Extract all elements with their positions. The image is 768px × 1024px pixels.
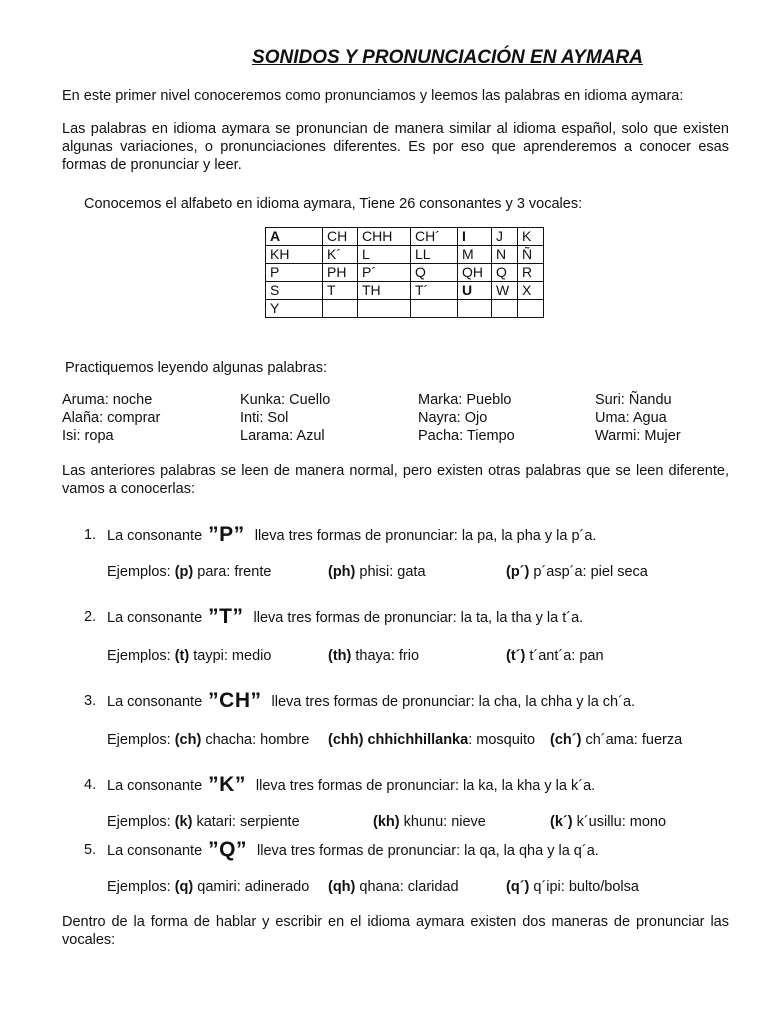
consonant-line <box>107 689 636 712</box>
examples-label: Ejemplos: <box>107 648 171 664</box>
word-row <box>62 409 729 427</box>
alphabet-cell: J <box>492 228 518 246</box>
example-group <box>328 563 426 581</box>
word-row <box>62 427 729 445</box>
word-item: Larama: Azul <box>240 428 325 444</box>
example-code: (q) <box>174 879 194 895</box>
list-number: 2. <box>84 609 97 625</box>
alphabet-cell: L <box>358 246 411 264</box>
alphabet-cell: W <box>492 282 518 300</box>
example-word: k´usillu: mono <box>576 814 667 830</box>
alphabet-cell <box>458 300 492 318</box>
example-code: (ch) <box>174 732 202 748</box>
intro-paragraph-1: En este primer nivel conoceremos como pronunciamos y leemos las palabras en idioma aymara: <box>62 88 684 104</box>
alphabet-cell: PH <box>323 264 358 282</box>
alphabet-cell: QH <box>458 264 492 282</box>
list-number: 5. <box>84 842 97 858</box>
word-item: Warmi: Mujer <box>595 428 681 444</box>
alphabet-cell <box>358 300 411 318</box>
example-word: q´ipi: bulto/bolsa <box>533 879 639 895</box>
word-item: Alaña: comprar <box>62 410 161 426</box>
examples-label: Ejemplos: <box>107 732 171 748</box>
alphabet-cell: LL <box>411 246 458 264</box>
example-word: para: frente <box>197 564 272 580</box>
consonant-letter: ”T” <box>208 605 244 628</box>
example-word: ch´ama: fuerza <box>585 732 683 748</box>
alphabet-cell: P <box>266 264 323 282</box>
example-group <box>107 731 309 749</box>
alphabet-cell: Y <box>266 300 323 318</box>
examples-label: Ejemplos: <box>107 564 171 580</box>
words-note: Las anteriores palabras se leen de manera normal, pero existen otras palabras que se leen diferente, vamos a conocerlas: <box>62 463 729 497</box>
example-code: (k) <box>174 814 193 830</box>
consonant-description: lleva tres formas de pronunciar: la ta, la tha y la t´a. <box>253 610 584 626</box>
example-group <box>328 878 459 896</box>
word-item: Uma: Agua <box>595 410 667 426</box>
example-code: (p) <box>174 564 194 580</box>
alphabet-row <box>266 282 544 300</box>
word-list <box>62 391 729 445</box>
example-code: (qh) <box>328 879 356 895</box>
word-item: Suri: Ñandu <box>595 392 672 408</box>
consonant-prefix: La consonante <box>107 778 203 794</box>
example-word: taypi: medio <box>193 648 272 664</box>
alphabet-cell <box>323 300 358 318</box>
alphabet-cell: X <box>518 282 544 300</box>
alphabet-row <box>266 228 544 246</box>
example-code: (t) <box>174 648 190 664</box>
alphabet-cell: Q <box>492 264 518 282</box>
consonant-prefix: La consonante <box>107 610 203 626</box>
example-group <box>506 647 604 665</box>
word-item: Isi: ropa <box>62 428 114 444</box>
alphabet-cell: Ñ <box>518 246 544 264</box>
example-word: phisi: gata <box>359 564 426 580</box>
example-word: katari: serpiente <box>196 814 300 830</box>
consonant-description: lleva tres formas de pronunciar: la qa, la qha y la q´a. <box>257 843 599 859</box>
alphabet-cell: T <box>323 282 358 300</box>
alphabet-cell: M <box>458 246 492 264</box>
alphabet-cell: Q <box>411 264 458 282</box>
example-word: t´ant´a: pan <box>529 648 604 664</box>
example-group <box>107 563 271 581</box>
example-word: qhana: claridad <box>359 879 459 895</box>
example-group <box>550 731 682 749</box>
examples-label: Ejemplos: <box>107 814 171 830</box>
example-code: (p´) <box>506 564 530 580</box>
example-group <box>328 647 419 665</box>
example-code: (k´) <box>550 814 573 830</box>
alphabet-cell: A <box>266 228 323 246</box>
consonant-prefix: La consonante <box>107 694 203 710</box>
word-item: Inti: Sol <box>240 410 289 426</box>
alphabet-cell: K´ <box>323 246 358 264</box>
example-code: (q´) <box>506 879 530 895</box>
alphabet-intro: Conocemos el alfabeto en idioma aymara, Tiene 26 consonantes y 3 vocales: <box>84 196 583 212</box>
alphabet-cell: KH <box>266 246 323 264</box>
word-item: Kunka: Cuello <box>240 392 331 408</box>
example-code: (t´) <box>506 648 526 664</box>
example-group <box>506 878 639 896</box>
example-group <box>107 813 300 831</box>
example-group <box>373 813 486 831</box>
example-code: (th) <box>328 648 352 664</box>
word-item: Nayra: Ojo <box>418 410 488 426</box>
consonant-prefix: La consonante <box>107 843 203 859</box>
practice-intro: Practiquemos leyendo algunas palabras: <box>65 360 327 376</box>
alphabet-table <box>265 227 544 318</box>
alphabet-cell: P´ <box>358 264 411 282</box>
alphabet-cell <box>492 300 518 318</box>
consonant-line <box>107 838 599 861</box>
example-word-bold: chhichhillanka <box>367 732 469 748</box>
example-word: qamiri: adinerado <box>197 879 310 895</box>
consonant-letter: ”Q” <box>208 838 248 861</box>
word-item: Marka: Pueblo <box>418 392 512 408</box>
example-code: (chh) <box>328 732 364 748</box>
consonant-line <box>107 773 596 796</box>
consonant-description: lleva tres formas de pronunciar: la pa, la pha y la p´a. <box>254 528 597 544</box>
example-group <box>328 731 535 749</box>
alphabet-cell <box>518 300 544 318</box>
alphabet-cell <box>411 300 458 318</box>
alphabet-row <box>266 300 544 318</box>
alphabet-cell: I <box>458 228 492 246</box>
alphabet-cell: T´ <box>411 282 458 300</box>
word-item: Pacha: Tiempo <box>418 428 515 444</box>
word-row <box>62 391 729 409</box>
consonant-description: lleva tres formas de pronunciar: la ka, la kha y la k´a. <box>255 778 596 794</box>
alphabet-cell: CH <box>323 228 358 246</box>
alphabet-cell: CHH <box>358 228 411 246</box>
consonant-description: lleva tres formas de pronunciar: la cha, la chha y la ch´a. <box>271 694 636 710</box>
alphabet-row <box>266 264 544 282</box>
alphabet-cell: U <box>458 282 492 300</box>
word-item: Aruma: noche <box>62 392 153 408</box>
alphabet-cell: TH <box>358 282 411 300</box>
example-group <box>506 563 648 581</box>
alphabet-cell: K <box>518 228 544 246</box>
consonant-line <box>107 605 584 628</box>
example-word: : mosquito <box>468 732 536 748</box>
alphabet-cell: CH´ <box>411 228 458 246</box>
example-word: thaya: frio <box>355 648 420 664</box>
example-word: p´asp´a: piel seca <box>533 564 648 580</box>
consonant-letter: ”CH” <box>208 689 262 712</box>
intro-paragraph-2: Las palabras en idioma aymara se pronuncian de manera similar al idioma español, solo que existen algunas variaciones, o pronunciaciones diferentes. Es por eso que aprenderemos a conocer esas formas de pronunciar y leer. <box>62 121 729 173</box>
example-word: khunu: nieve <box>403 814 486 830</box>
page-title: SONIDOS Y PRONUNCIACIÓN EN AYMARA <box>252 47 643 68</box>
examples-label: Ejemplos: <box>107 879 171 895</box>
list-number: 3. <box>84 693 97 709</box>
example-code: (ch´) <box>550 732 582 748</box>
consonant-prefix: La consonante <box>107 528 203 544</box>
list-number: 1. <box>84 527 97 543</box>
alphabet-row <box>266 246 544 264</box>
example-group <box>107 878 309 896</box>
example-word: chacha: hombre <box>205 732 310 748</box>
consonant-letter: ”P” <box>208 523 245 546</box>
alphabet-cell: N <box>492 246 518 264</box>
consonant-letter: ”K” <box>208 773 246 796</box>
example-group <box>550 813 666 831</box>
example-code: (kh) <box>373 814 400 830</box>
example-group <box>107 647 271 665</box>
alphabet-cell: R <box>518 264 544 282</box>
consonant-line <box>107 523 597 546</box>
closing-paragraph: Dentro de la forma de hablar y escribir en el idioma aymara existen dos maneras de pronunciar las vocales: <box>62 914 729 948</box>
alphabet-cell: S <box>266 282 323 300</box>
example-code: (ph) <box>328 564 356 580</box>
list-number: 4. <box>84 777 97 793</box>
